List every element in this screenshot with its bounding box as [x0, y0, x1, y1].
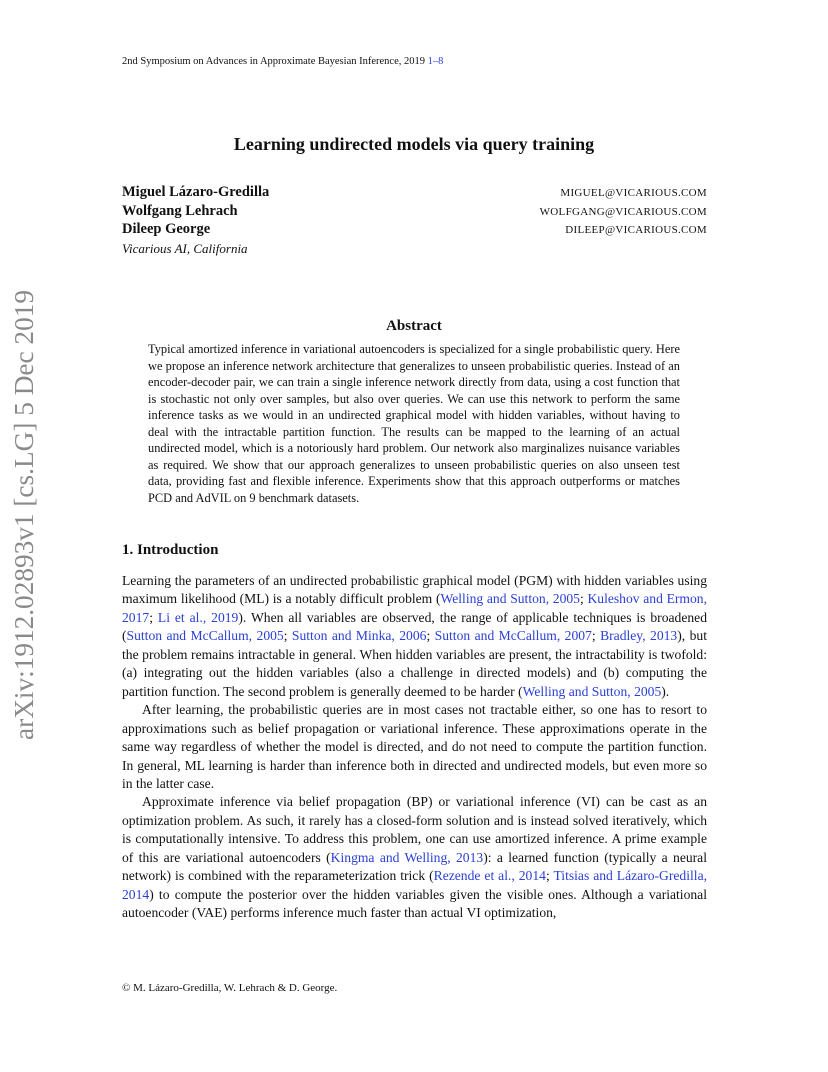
author-row [122, 221, 707, 240]
citation-link[interactable]: Sutton and Minka, 2006 [291, 628, 427, 644]
running-header [122, 56, 443, 67]
text-run: ; [545, 868, 554, 884]
venue-text: 2nd Symposium on Advances in Approximate Bayesian Inference, 2019 [122, 56, 428, 67]
text-run: Learning the parameters of an undirected probabilistic graphical model (PGM) with hidden variables using maximum likelihood (ML) is a notably difficult problem ( [122, 573, 707, 607]
paragraph [122, 793, 707, 922]
text-run: ; [149, 609, 158, 625]
arxiv-sidebar-stamp [2, 290, 42, 740]
text-run: ). When all variables are observed, the range of applicable techniques is broadened ( [122, 609, 707, 644]
paper-title: Learning undirected models via query training [233, 134, 595, 154]
abstract-text: Typical amortized inference in variational autoencoders is specialized for a single probabilistic query. Here we propose an inference network architecture that generalizes to unseen probabilistic queries. Instead of an encoder-decoder pair, we can train a single inference network directly from data, using a cost function that is stochastic not only over samples, but also over queries. We can use this network to perform the same inference tasks as we would in an undirected graphical model with hidden variables, without having to deal with the intractable partition function. The results can be mapped to the learning of an actual undirected model, which is a notoriously hard problem. Our network also marginalizes nuisance variables as required. We show that our approach generalizes to unseen probabilistic queries on also unseen test data, providing fast and flexible inference. Experiments show that this approach outperforms or matches PCD and AdVIL on 9 benchmark datasets. [148, 342, 680, 505]
citation-link[interactable]: Rezende et al., 2014 [433, 868, 546, 884]
author-email: MIGUEL@VICARIOUS.COM [560, 187, 707, 199]
citation-link[interactable]: Welling and Sutton, 2005 [440, 591, 580, 607]
author-email: DILEEP@VICARIOUS.COM [565, 224, 707, 236]
text-run: ; [283, 628, 292, 644]
author-name: Wolfgang Lehrach [122, 202, 238, 219]
citation-link[interactable]: Kuleshov and Ermon, 2017 [122, 591, 707, 625]
page-range-link[interactable]: 1–8 [427, 56, 444, 67]
affiliation: Vicarious AI, California [122, 240, 248, 256]
citation-link[interactable]: Li et al., 2019 [157, 609, 239, 625]
author-name: Miguel Lázaro-Gredilla [122, 184, 270, 200]
text-run: Approximate inference via belief propagation (BP) or variational inference (VI) can be cast as an optimization problem. As such, it rarely has a closed-form solution and is instead solved iteratively, which is computationally intensive. To address this problem, one can use amortized inference. A prime example of this are variational autoencoders ( [122, 794, 707, 865]
citation-link[interactable]: Kingma and Welling, 2013 [330, 849, 484, 865]
copyright-footer: © M. Lázaro-Gredilla, W. Lehrach & D. George. [122, 982, 338, 994]
text-run: ; [579, 591, 588, 607]
section-heading-introduction: 1. Introduction [122, 542, 219, 558]
introduction-body [122, 572, 707, 923]
text-run: ; [591, 628, 601, 644]
author-row [122, 203, 707, 222]
author-row [122, 184, 707, 203]
text-run: ): a learned function (typically a neural network) is combined with the reparameterization trick ( [122, 849, 707, 884]
text-run: ), but the problem remains intractable in general. When hidden variables are present, the intractability is twofold: (a) integrating out the hidden variables (also a challenge in directed models) and (b) computing the partition function. The second problem is generally deemed to be harder ( [122, 628, 707, 699]
paragraph: After learning, the probabilistic queries are in most cases not tractable either, so one has to resort to approximations such as belief propagation or variational inference. These approximations operate in the same way regardless of whether the model is directed, and do not need to compute the partition function. In general, ML learning is harder than inference both in directed and undirected models, but even more so in the latter case. [122, 702, 707, 791]
citation-link[interactable]: Welling and Sutton, 2005 [522, 683, 662, 699]
paragraph [122, 572, 707, 701]
text-run: ) to compute the posterior over the hidden variables given the visible ones. Although a variational autoencoder (VAE) performs inference much faster than actual VI optimization, [122, 886, 707, 921]
citation-link[interactable]: Titsias and Lázaro-Gredilla, 2014 [122, 868, 707, 902]
abstract-heading: Abstract [386, 318, 442, 334]
citation-link[interactable]: Bradley, 2013 [600, 628, 678, 644]
text-run: ; [426, 628, 435, 644]
author-email: WOLFGANG@VICARIOUS.COM [539, 205, 707, 218]
arxiv-id-text: arXiv:1912.02893v1 [cs.LG] 5 Dec 2019 [9, 294, 39, 740]
text-run: ). [661, 683, 670, 699]
author-name: Dileep George [122, 221, 211, 237]
author-block [122, 184, 707, 257]
citation-link[interactable]: Sutton and McCallum, 2007 [434, 628, 592, 644]
citation-link[interactable]: Sutton and McCallum, 2005 [126, 628, 284, 644]
